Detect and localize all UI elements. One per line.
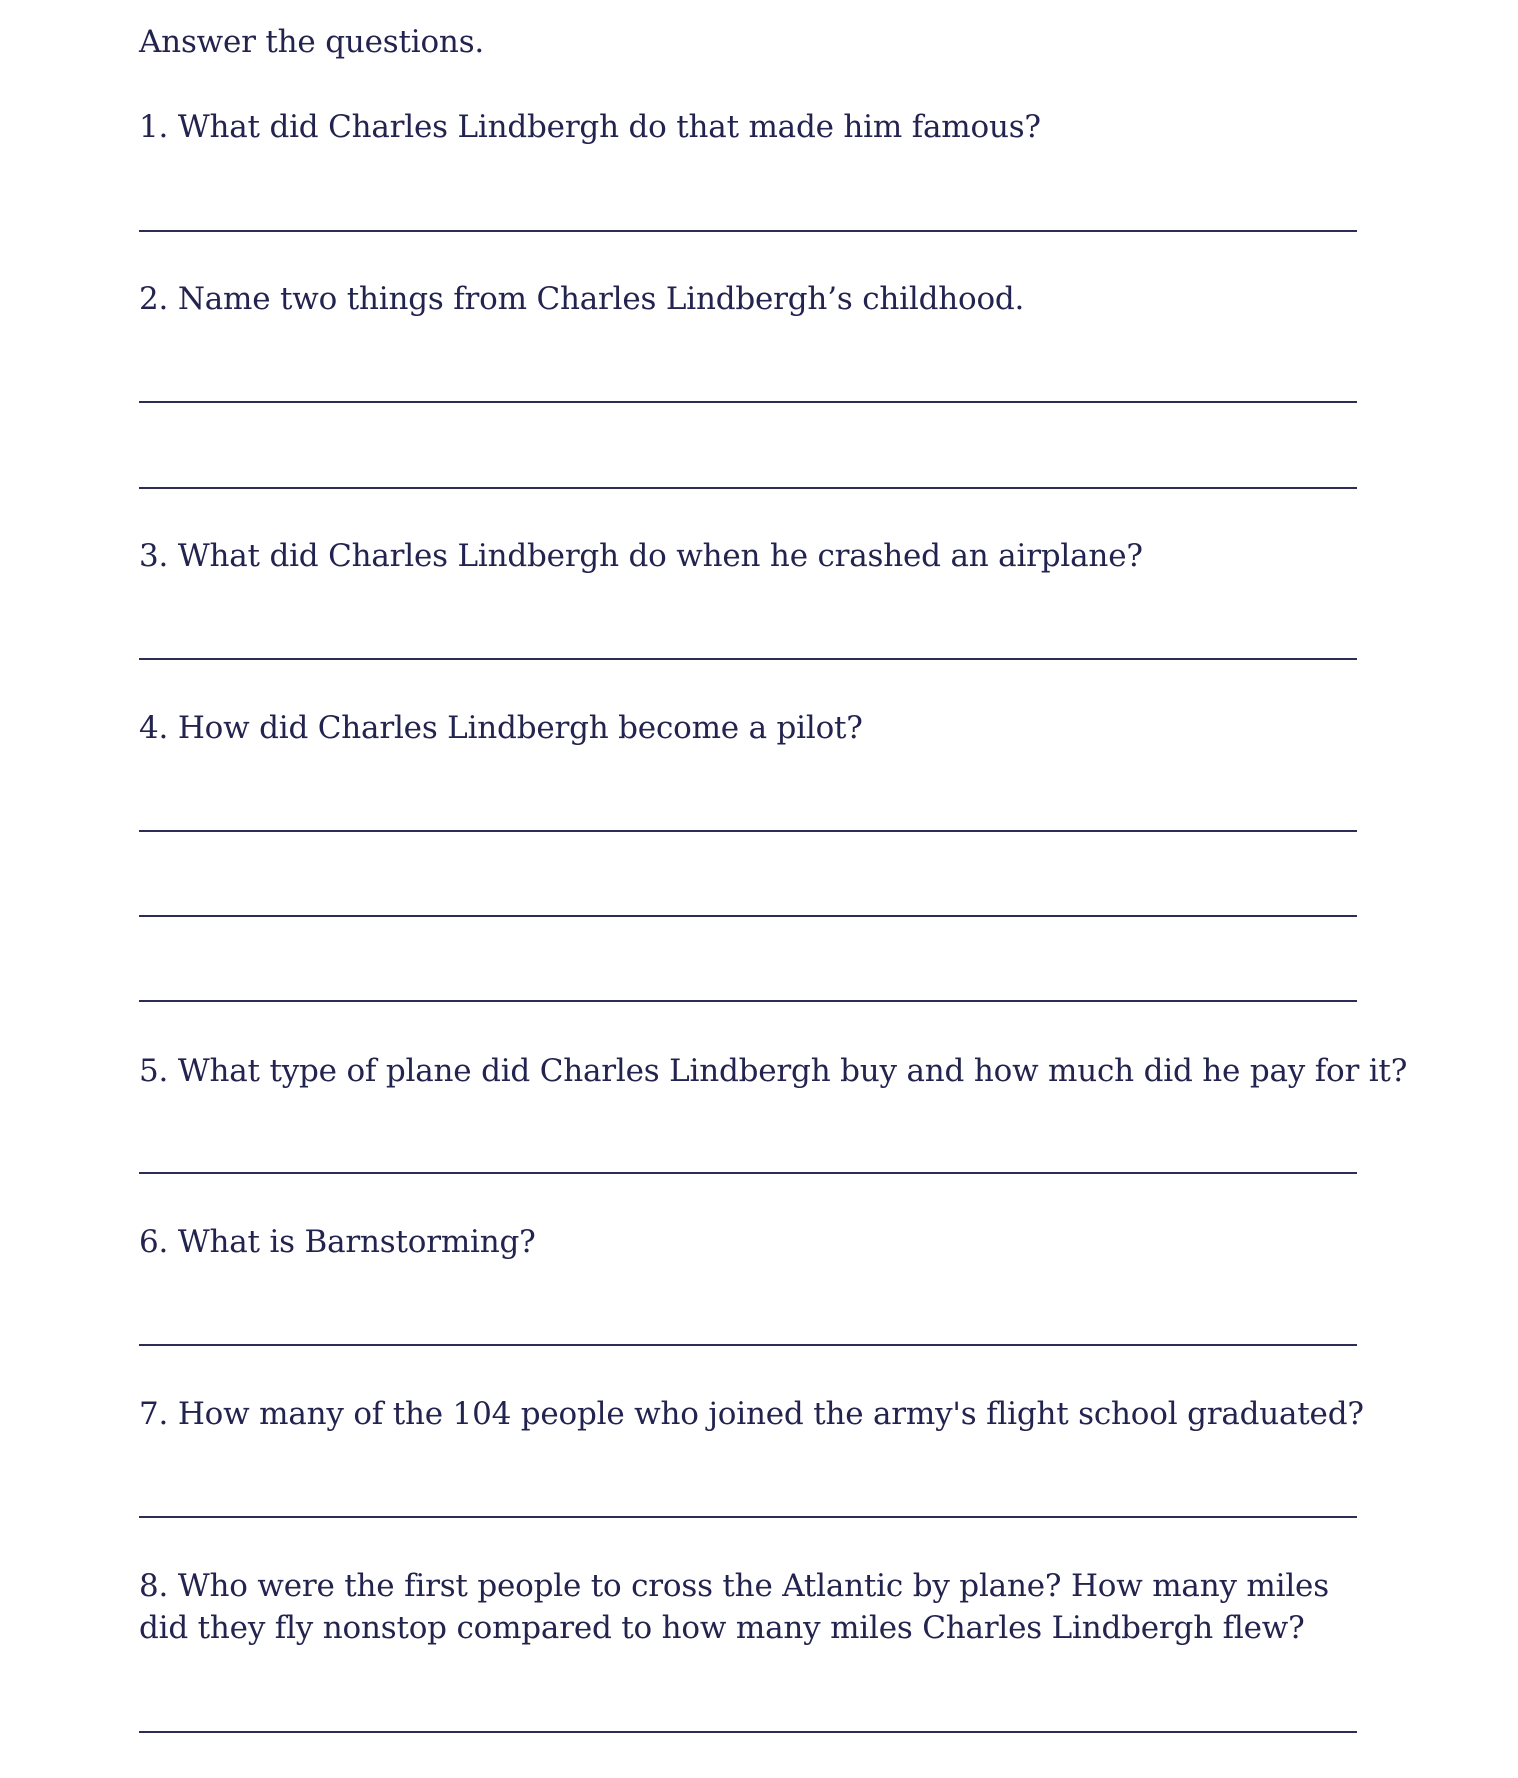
answer-line-4a[interactable] (139, 830, 1357, 832)
question-7: 7. How many of the 104 people who joined the army's flight school graduated? (139, 1396, 1364, 1432)
answer-line-8a[interactable] (139, 1731, 1357, 1733)
worksheet (139, 0, 1408, 1778)
question-5: 5. What type of plane did Charles Lindbergh buy and how much did he pay for it? (139, 1053, 1408, 1089)
answer-line-5a[interactable] (139, 1172, 1357, 1174)
instructions: Answer the questions. (139, 24, 485, 60)
answer-line-3a[interactable] (139, 658, 1357, 660)
answer-line-4b[interactable] (139, 915, 1357, 917)
answer-line-7a[interactable] (139, 1516, 1357, 1518)
question-3: 3. What did Charles Lindbergh do when he crashed an airplane? (139, 538, 1143, 574)
answer-line-6a[interactable] (139, 1344, 1357, 1346)
answer-line-2a[interactable] (139, 401, 1357, 403)
question-4: 4. How did Charles Lindbergh become a pilot? (139, 710, 863, 746)
question-2: 2. Name two things from Charles Lindbergh’s childhood. (139, 281, 1025, 317)
question-1: 1. What did Charles Lindbergh do that made him famous? (139, 109, 1041, 145)
answer-line-1a[interactable] (139, 230, 1357, 232)
question-8: 8. Who were the first people to cross the Atlantic by plane? How many miles did they fly nonstop compared to how many miles Charles Lindbergh flew? (139, 1568, 1329, 1646)
answer-line-2b[interactable] (139, 487, 1357, 489)
question-6: 6. What is Barnstorming? (139, 1224, 536, 1260)
answer-line-4c[interactable] (139, 1000, 1357, 1002)
